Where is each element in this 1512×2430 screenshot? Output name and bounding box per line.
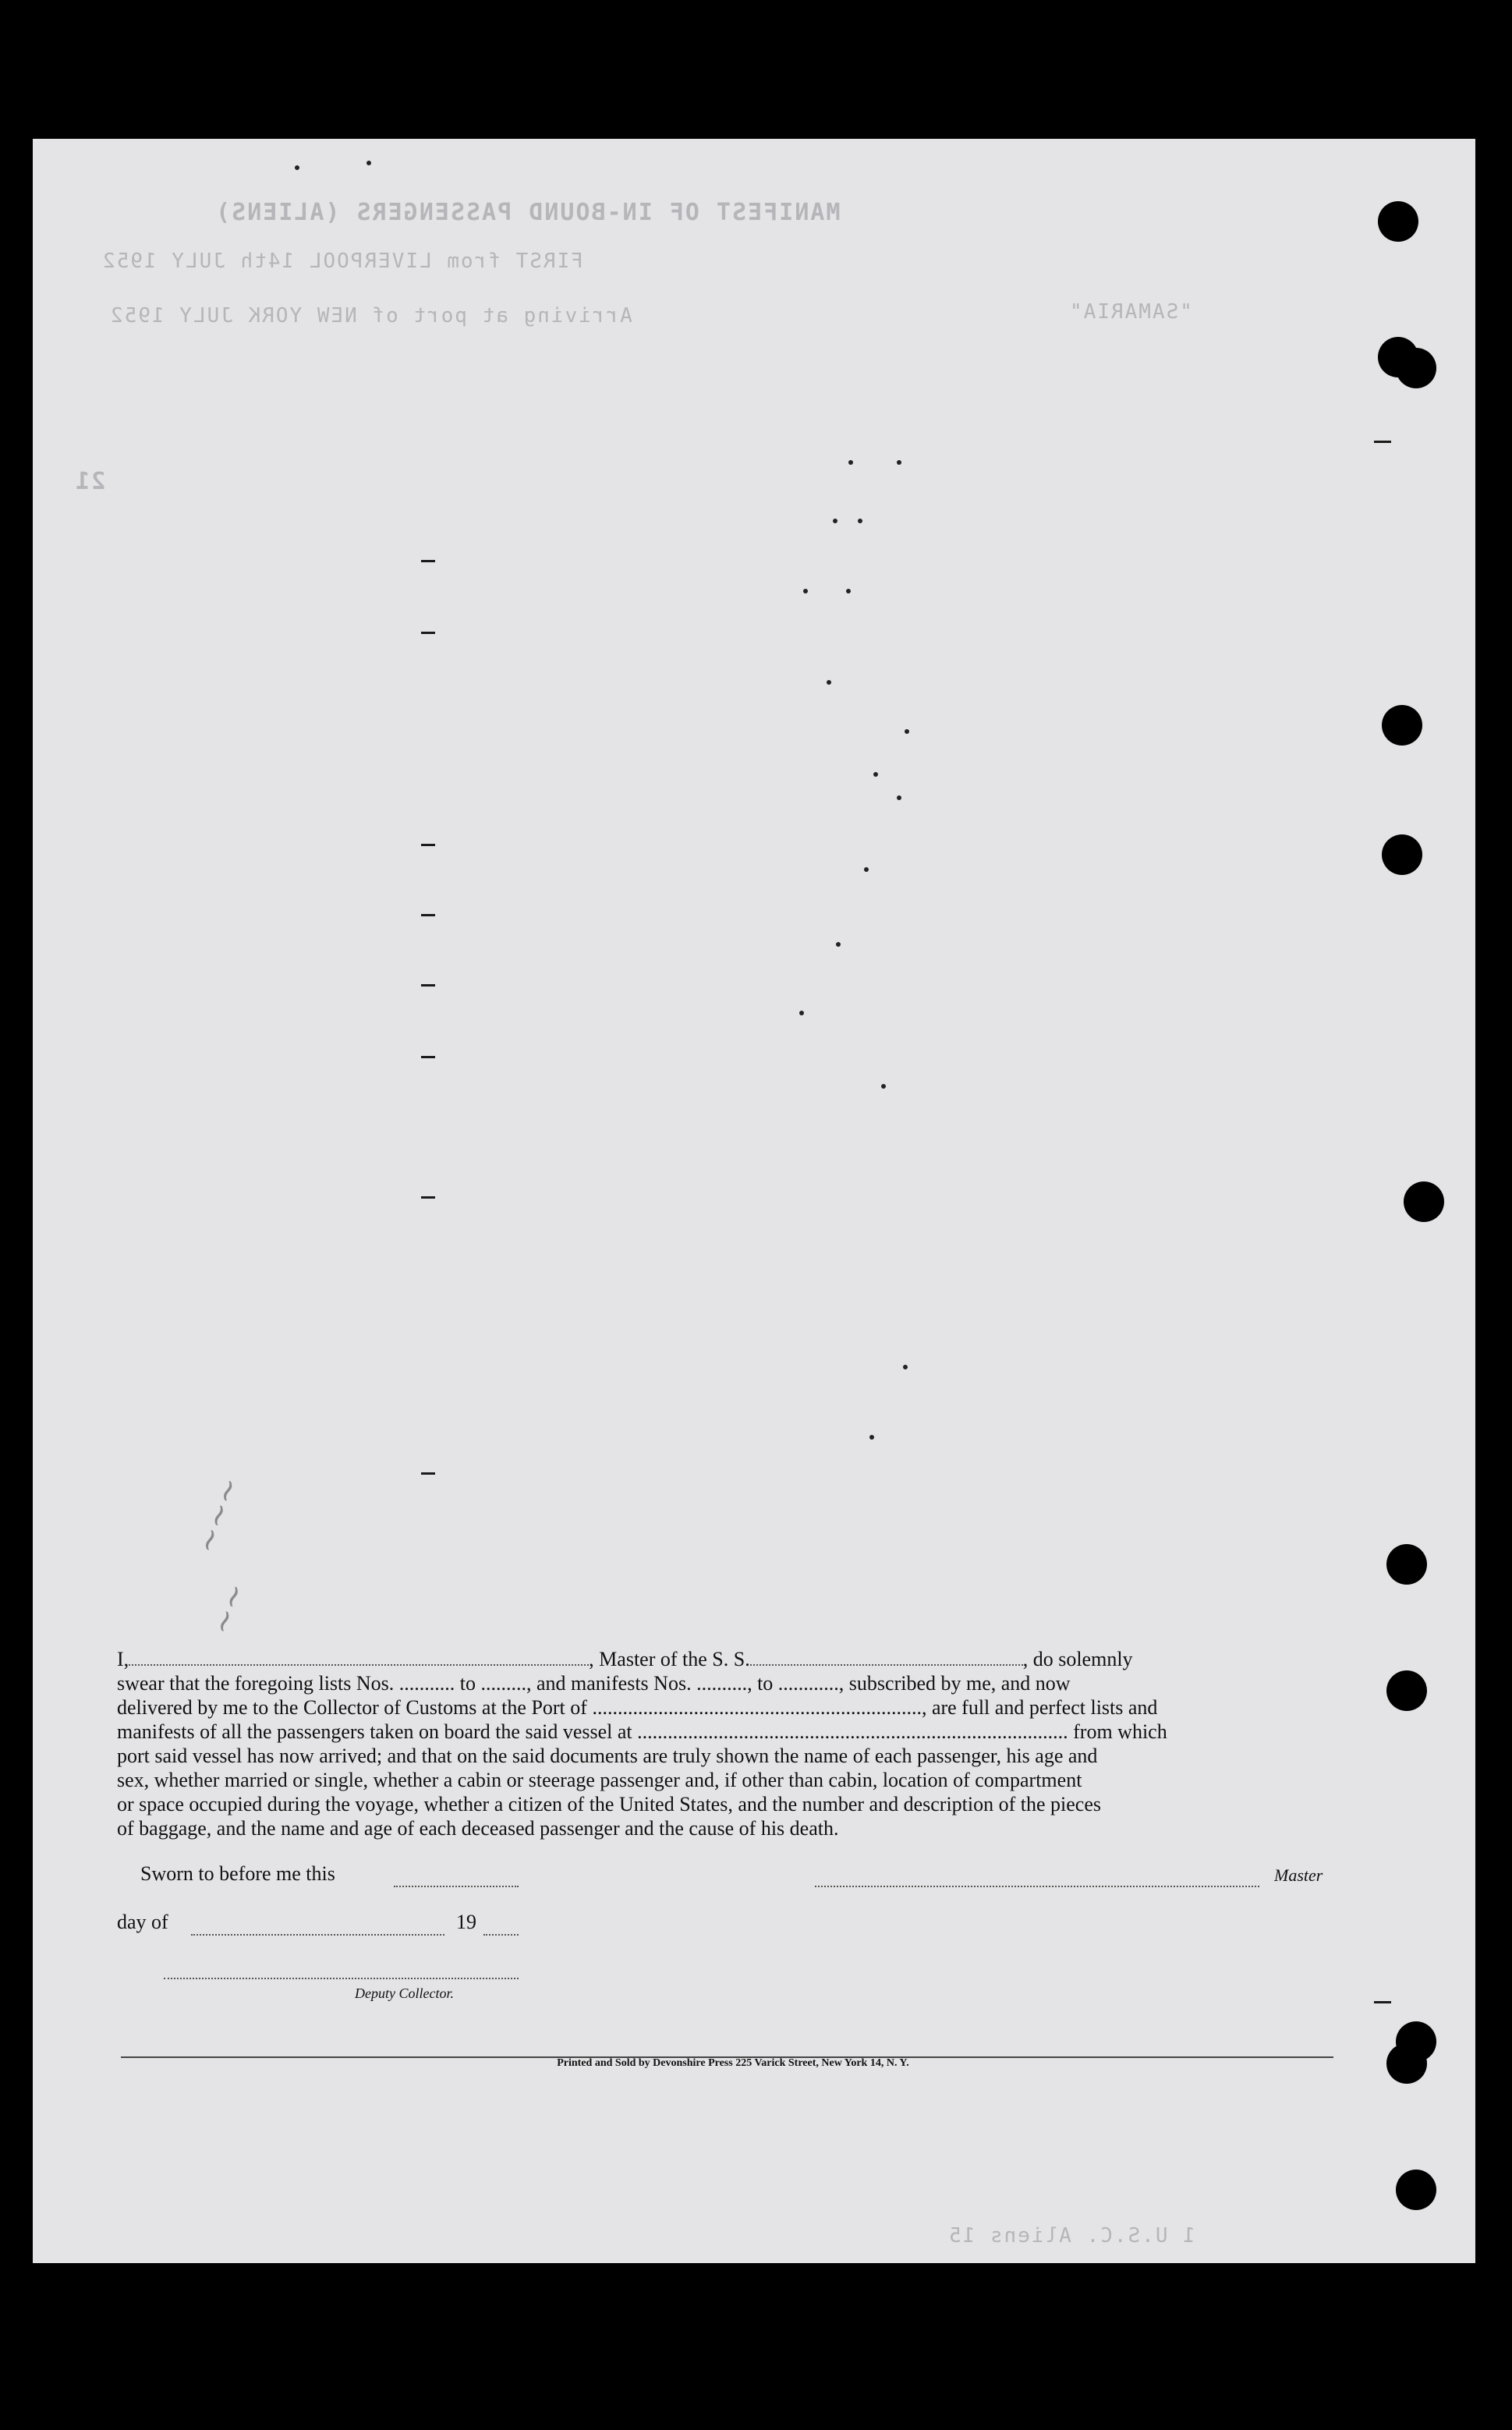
oath-master-ss: , Master of the S. S. bbox=[589, 1648, 750, 1670]
ink-dot bbox=[869, 1435, 874, 1440]
oath-line-1 bbox=[117, 1647, 1337, 1671]
printer-credit: Printed and Sold by Devonshire Press 225 Varick Street, New York 14, N. Y. bbox=[557, 2057, 909, 2069]
ink-dot bbox=[881, 1084, 886, 1089]
dash-mark bbox=[421, 984, 435, 987]
punch-hole bbox=[1386, 1670, 1427, 1711]
ink-dot bbox=[897, 460, 901, 465]
ink-dot bbox=[799, 1011, 804, 1015]
dash-mark bbox=[1374, 441, 1391, 443]
year-line bbox=[483, 1934, 519, 1936]
master-signature-line bbox=[815, 1886, 1259, 1887]
ink-dot bbox=[295, 165, 299, 170]
oath-line-2: swear that the foregoing lists Nos. ........... to ........., and manifests Nos. .........., to ............, subscribed by me, and now bbox=[117, 1672, 1071, 1695]
dash-mark bbox=[421, 914, 435, 916]
ghost-header-title: MANIFEST OF IN-BOUND PASSENGERS (ALIENS) bbox=[214, 199, 841, 226]
ink-dot bbox=[827, 680, 831, 685]
ink-dot bbox=[836, 942, 841, 947]
sworn-date-line bbox=[394, 1886, 519, 1887]
ghost-header-route: FIRST from LIVERPOOL 14th JULY 1952 bbox=[101, 250, 583, 273]
ghost-bottom-stamp: 1 U.S.C. Aliens 15 bbox=[947, 2224, 1195, 2248]
ink-dot bbox=[858, 519, 862, 523]
ink-dot bbox=[833, 519, 837, 523]
ink-dot bbox=[803, 589, 808, 593]
oath-do-solemnly: , do solemnly bbox=[1022, 1648, 1133, 1670]
master-label: Master bbox=[1274, 1865, 1323, 1885]
punch-hole bbox=[1378, 201, 1418, 242]
master-oath-paragraph bbox=[117, 1647, 1337, 1840]
ink-dot bbox=[903, 1365, 908, 1369]
manifest-page bbox=[33, 139, 1475, 2263]
oath-line-4: manifests of all the passengers taken on board the said vessel at ..................................................................................... from which bbox=[117, 1720, 1167, 1743]
handwritten-scrawl: ~~~ bbox=[188, 1472, 250, 1559]
deputy-signature-line bbox=[164, 1978, 519, 1979]
oath-line-3: delivered by me to the Collector of Customs at the Port of ................................................................., are full and perfect lists and bbox=[117, 1696, 1158, 1719]
ink-dot bbox=[864, 867, 869, 872]
dash-mark bbox=[421, 1056, 435, 1058]
oath-i: I, bbox=[117, 1648, 129, 1670]
punch-hole bbox=[1396, 2170, 1436, 2210]
ghost-page-number: 21 bbox=[74, 468, 106, 495]
ink-dot bbox=[897, 795, 901, 800]
ghost-ship-name: "SAMARIA" bbox=[1068, 300, 1192, 324]
dash-mark bbox=[421, 1472, 435, 1475]
punch-hole bbox=[1396, 348, 1436, 388]
ink-dot bbox=[848, 460, 853, 465]
dash-mark bbox=[421, 844, 435, 846]
oath-line-7: or space occupied during the voyage, whether a citizen of the United States, and the number and description of the pieces bbox=[117, 1793, 1102, 1815]
ink-dot bbox=[846, 589, 851, 593]
day-of-label: day of bbox=[117, 1911, 168, 1933]
oath-line-6: sex, whether married or single, whether a cabin or steerage passenger and, if other than cabin, location of compartment bbox=[117, 1769, 1082, 1791]
dash-mark bbox=[421, 632, 435, 634]
handwritten-scrawl: ~~ bbox=[203, 1578, 255, 1640]
punch-hole bbox=[1386, 1544, 1427, 1585]
oath-line-8: of baggage, and the name and age of each deceased passenger and the cause of his death. bbox=[117, 1817, 839, 1840]
ink-dot bbox=[905, 729, 909, 734]
dash-mark bbox=[1374, 2001, 1391, 2003]
punch-hole bbox=[1386, 2043, 1427, 2084]
punch-hole bbox=[1382, 705, 1422, 746]
ghost-header-arrival: Arriving at port of NEW YORK JULY 1952 bbox=[109, 304, 632, 328]
ink-dot bbox=[873, 772, 878, 777]
day-of-line bbox=[191, 1934, 444, 1936]
oath-line-5: port said vessel has now arrived; and that on the said documents are truly shown the name of each passenger, his age and bbox=[117, 1745, 1098, 1767]
year-label: 19 bbox=[456, 1911, 476, 1933]
punch-hole bbox=[1404, 1181, 1444, 1222]
deputy-collector-label: Deputy Collector. bbox=[355, 1985, 454, 2001]
sworn-label: Sworn to before me this bbox=[140, 1862, 335, 1885]
dash-mark bbox=[421, 1196, 435, 1199]
punch-hole bbox=[1382, 834, 1422, 875]
ink-dot bbox=[366, 161, 371, 165]
dash-mark bbox=[421, 560, 435, 562]
